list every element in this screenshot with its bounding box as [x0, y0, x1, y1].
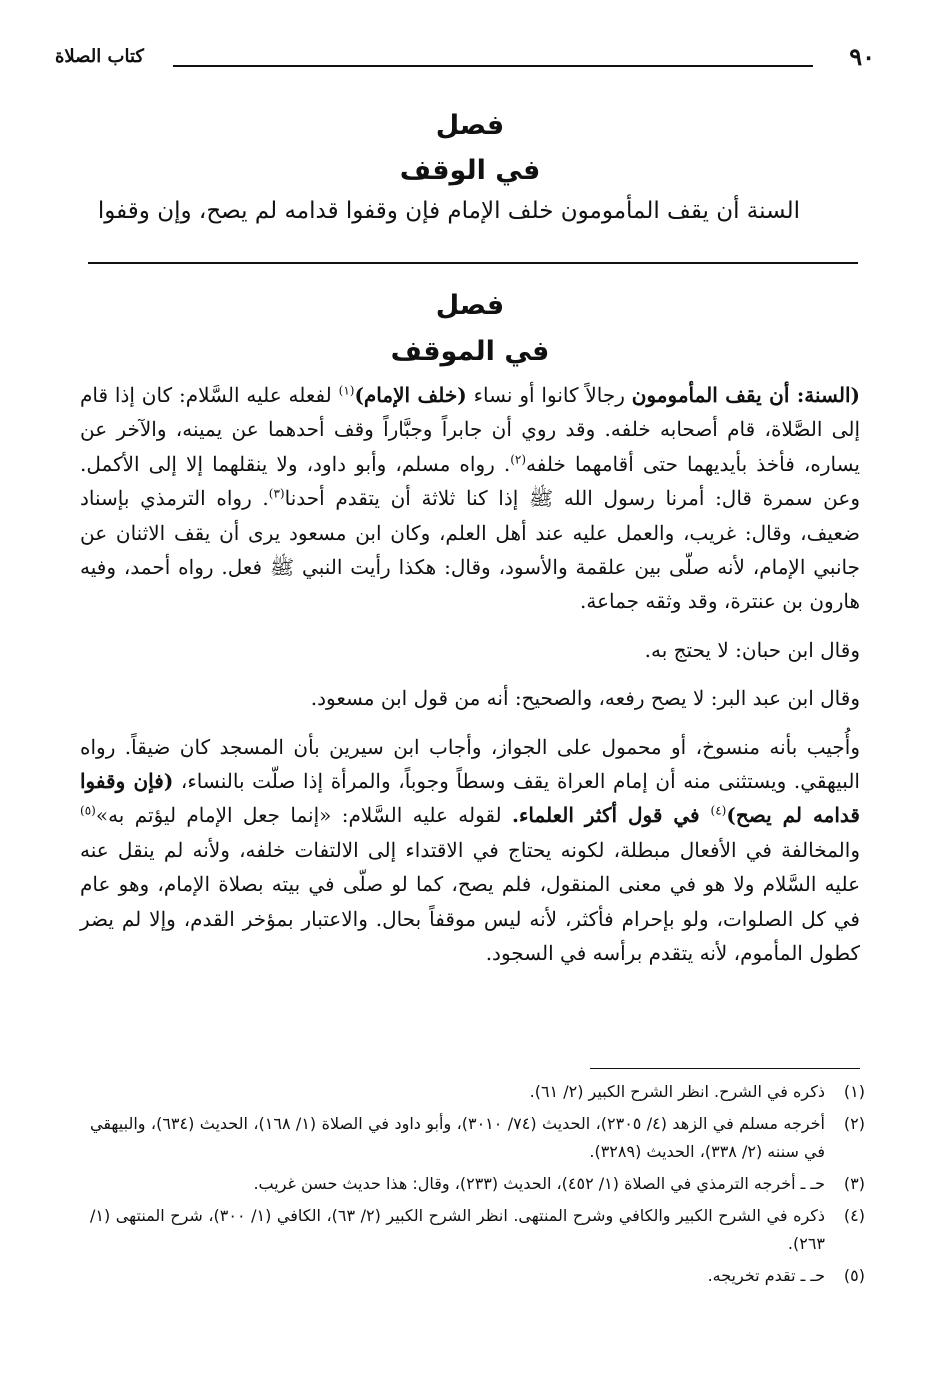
footnote-text: أخرجه مسلم في الزهد (٤/ ٢٣٠٥)، الحديث (٧٤/ ٣٠١٠)، وأبو داود في الصلاة (١/ ١٦٨)، الحديث (٦٣٤)، والبيهقي في سننه (٢/ ٣٣٨)، الحديث (٣٢٨٩). [90, 1114, 825, 1161]
footnote-ref-5[interactable]: (٥) [80, 803, 96, 818]
footnote-ref-4[interactable]: (٤) [710, 803, 727, 818]
section1-title: فصل [435, 110, 505, 141]
text-run: وأُجيب بأنه منسوخ، أو محمول على الجواز، وأجاب ابن سيرين بأن المسجد كان ضيقاً. رواه البيهقي. ويستثنى منه أن إمام العراة يقف وسطاً وجوباً، والمرأة إذا صلّت بالنساء، [80, 734, 860, 794]
footnote-text: حـ ـ تقدم تخريجه. [707, 1266, 825, 1285]
commentary-body [80, 378, 860, 971]
section1-subtitle: في الوقف [399, 155, 541, 186]
footnote-number: (١) [843, 1082, 865, 1101]
footnote-item [90, 1202, 865, 1258]
footnote-number: (٢) [843, 1114, 865, 1133]
matn-text: السنة أن يقف المأمومون خلف الإمام فإن وقفوا قدامه لم يصح، وإن وقفوا [97, 198, 800, 224]
bold-phrase-4: في قول أكثر العلماء. [511, 803, 711, 828]
footnote-item [90, 1170, 865, 1198]
bold-phrase-2: (خلف الإمام) [354, 383, 467, 407]
footnote-item [90, 1078, 865, 1106]
header-rule [173, 65, 813, 67]
text-run: لفعله عليه السَّلام: كان إذا قام إلى الصَّلاة، قام أصحابه خلفه. وقد روي أن جابراً وجبَّاراً وقف أحدهما عن يمينه، والآخر عن يساره، فأخذ بأيديهما حتى أقامهما خلفه [80, 383, 860, 476]
text-run: . رواه الترمذي بإسناد ضعيف، وقال: غريب، والعمل عليه عند أهل العلم، وكان ابن مسعود يرى أن يقف الاثنان عن جانبي الإمام، لأنه صلّى بين علقمة والأسود، وقال: هكذا رأيت النبي ﷺ فعل. رواه أحمد، وفيه هارون بن عنترة، وقد وثقه جماعة. [80, 486, 860, 614]
bold-phrase-3: (فإن وقفوا قدامه لم يصح) [80, 769, 860, 828]
footnote-number: (٣) [843, 1174, 865, 1193]
text-run: والمخالفة في الأفعال مبطلة، لكونه يحتاج في الاقتداء إلى الالتفات خلفه، ولأنه لم ينقل عنه عليه السَّلام ولا هو في معنى المنقول، فلم يصح، كما لو صلّى في بيته بصلاة الإمام، وهو عام في كل الصلوات، ولو بإحرام فأكثر، لأنه ليس موقفاً بحال. والاعتبار بمؤخر القدم، وإلا لم يضر كطول المأموم، لأنه يتقدم برأسه في السجود. [80, 837, 860, 966]
paragraph-1 [80, 378, 860, 619]
footnote-number: (٥) [843, 1266, 865, 1285]
book-title: كتاب الصلاة [55, 46, 144, 67]
page-number: ٩٠ [849, 42, 875, 71]
footnote-ref-2[interactable]: (٢) [510, 452, 527, 467]
bold-phrase-1: السنة: أن يقف المأمومون [631, 383, 851, 407]
footnote-ref-3[interactable]: (٣) [268, 486, 285, 501]
section2-title: فصل [435, 290, 505, 321]
running-header [55, 42, 875, 76]
footnote-item [90, 1110, 865, 1166]
text-run: لقوله عليه السَّلام: «إنما جعل الإمام ليؤتم به» [95, 803, 512, 828]
footnote-number: (٤) [843, 1206, 865, 1225]
text-run: رجالاً كانوا أو نساء [466, 383, 632, 407]
footnote-rule [590, 1068, 860, 1069]
bold-open: ( [850, 383, 860, 407]
paragraph-3: وقال ابن عبد البر: لا يصح رفعه، والصحيح: أنه من قول ابن مسعود. [310, 686, 860, 711]
footnote-text: حـ ـ أخرجه الترمذي في الصلاة (١/ ٤٥٢)، الحديث (٢٣٣)، وقال: هذا حديث حسن غريب. [253, 1174, 825, 1193]
footnote-text: ذكره في الشرح الكبير والكافي وشرح المنتهى. انظر الشرح الكبير (٢/ ٦٣)، الكافي (١/ ٣٠٠)، شرح المنتهى (١/ ٢٦٣). [90, 1206, 826, 1253]
text-run: . رواه مسلم، وأبو داود، ولا ينقلهما إلا إلى الأكمل. وعن سمرة قال: أمرنا رسول الله ﷺ إذا كنا ثلاثة أن يتقدم أحدنا [80, 451, 860, 511]
footnotes [90, 1078, 865, 1294]
section2-subtitle: في الموقف [390, 336, 550, 367]
footnote-item [90, 1262, 865, 1290]
paragraph-2: وقال ابن حبان: لا يحتج به. [644, 637, 860, 662]
section-separator [88, 262, 858, 264]
footnote-text: ذكره في الشرح. انظر الشرح الكبير (٢/ ٦١). [529, 1082, 825, 1101]
footnote-ref-1[interactable]: (١) [338, 383, 355, 398]
paragraph-4 [80, 730, 860, 971]
